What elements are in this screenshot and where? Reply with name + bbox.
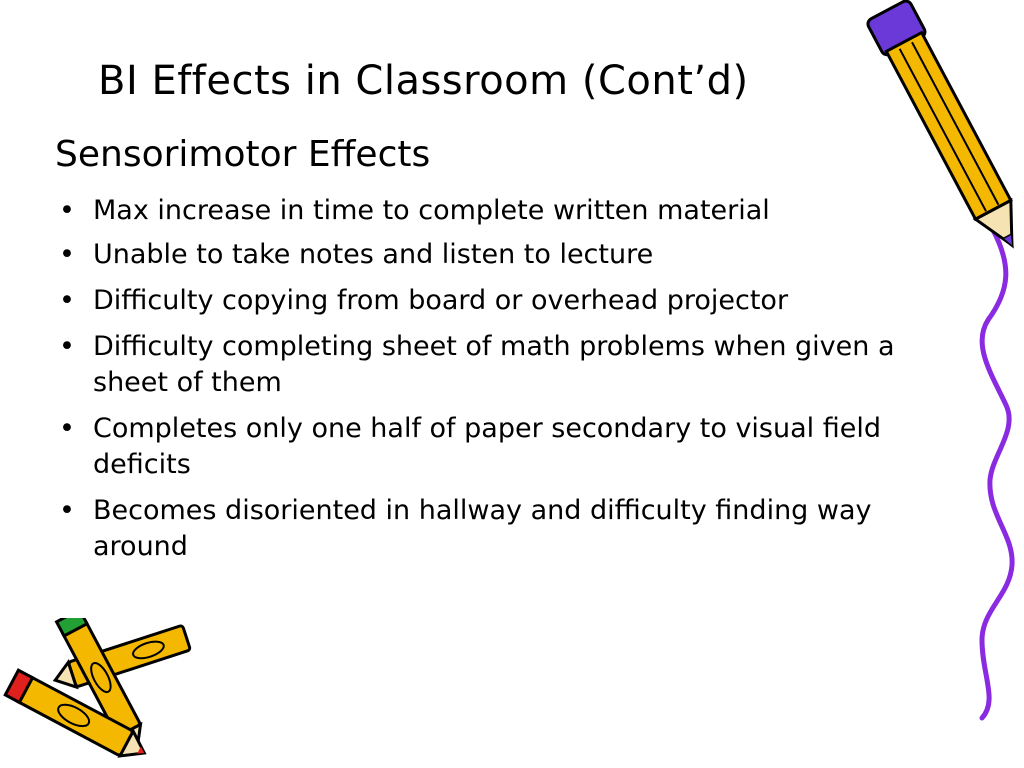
- pencil-wavy-line-clipart: [850, 0, 1024, 768]
- slide-title: BI Effects in Classroom (Cont’d): [98, 58, 749, 104]
- section-heading: Sensorimotor Effects: [55, 134, 431, 175]
- bullet-list: [55, 193, 905, 575]
- bullet-marker: •: [59, 239, 75, 270]
- list-item: [55, 237, 905, 273]
- bullet-marker: •: [59, 285, 75, 316]
- bullet-text: Difficulty copying from board or overhead projector: [93, 285, 789, 316]
- list-item: [55, 411, 905, 483]
- bullet-marker: •: [59, 331, 75, 362]
- bullet-marker: •: [59, 495, 75, 526]
- list-item: [55, 283, 905, 319]
- bullet-text: Completes only one half of paper secondary to visual field deficits: [93, 413, 881, 480]
- list-item: [55, 193, 905, 229]
- list-item: [55, 493, 905, 565]
- bullet-text: Becomes disoriented in hallway and difficulty finding way around: [93, 495, 872, 562]
- bullet-text: Max increase in time to complete written material: [93, 195, 770, 226]
- crayons-clipart: [0, 618, 210, 768]
- bullet-text: Difficulty completing sheet of math problems when given a sheet of them: [93, 331, 895, 398]
- wavy-line: [982, 228, 1012, 718]
- list-item: [55, 329, 905, 401]
- pencil-icon: [866, 0, 1024, 258]
- bullet-marker: •: [59, 195, 75, 226]
- bullet-marker: •: [59, 413, 75, 444]
- bullet-text: Unable to take notes and listen to lecture: [93, 239, 654, 270]
